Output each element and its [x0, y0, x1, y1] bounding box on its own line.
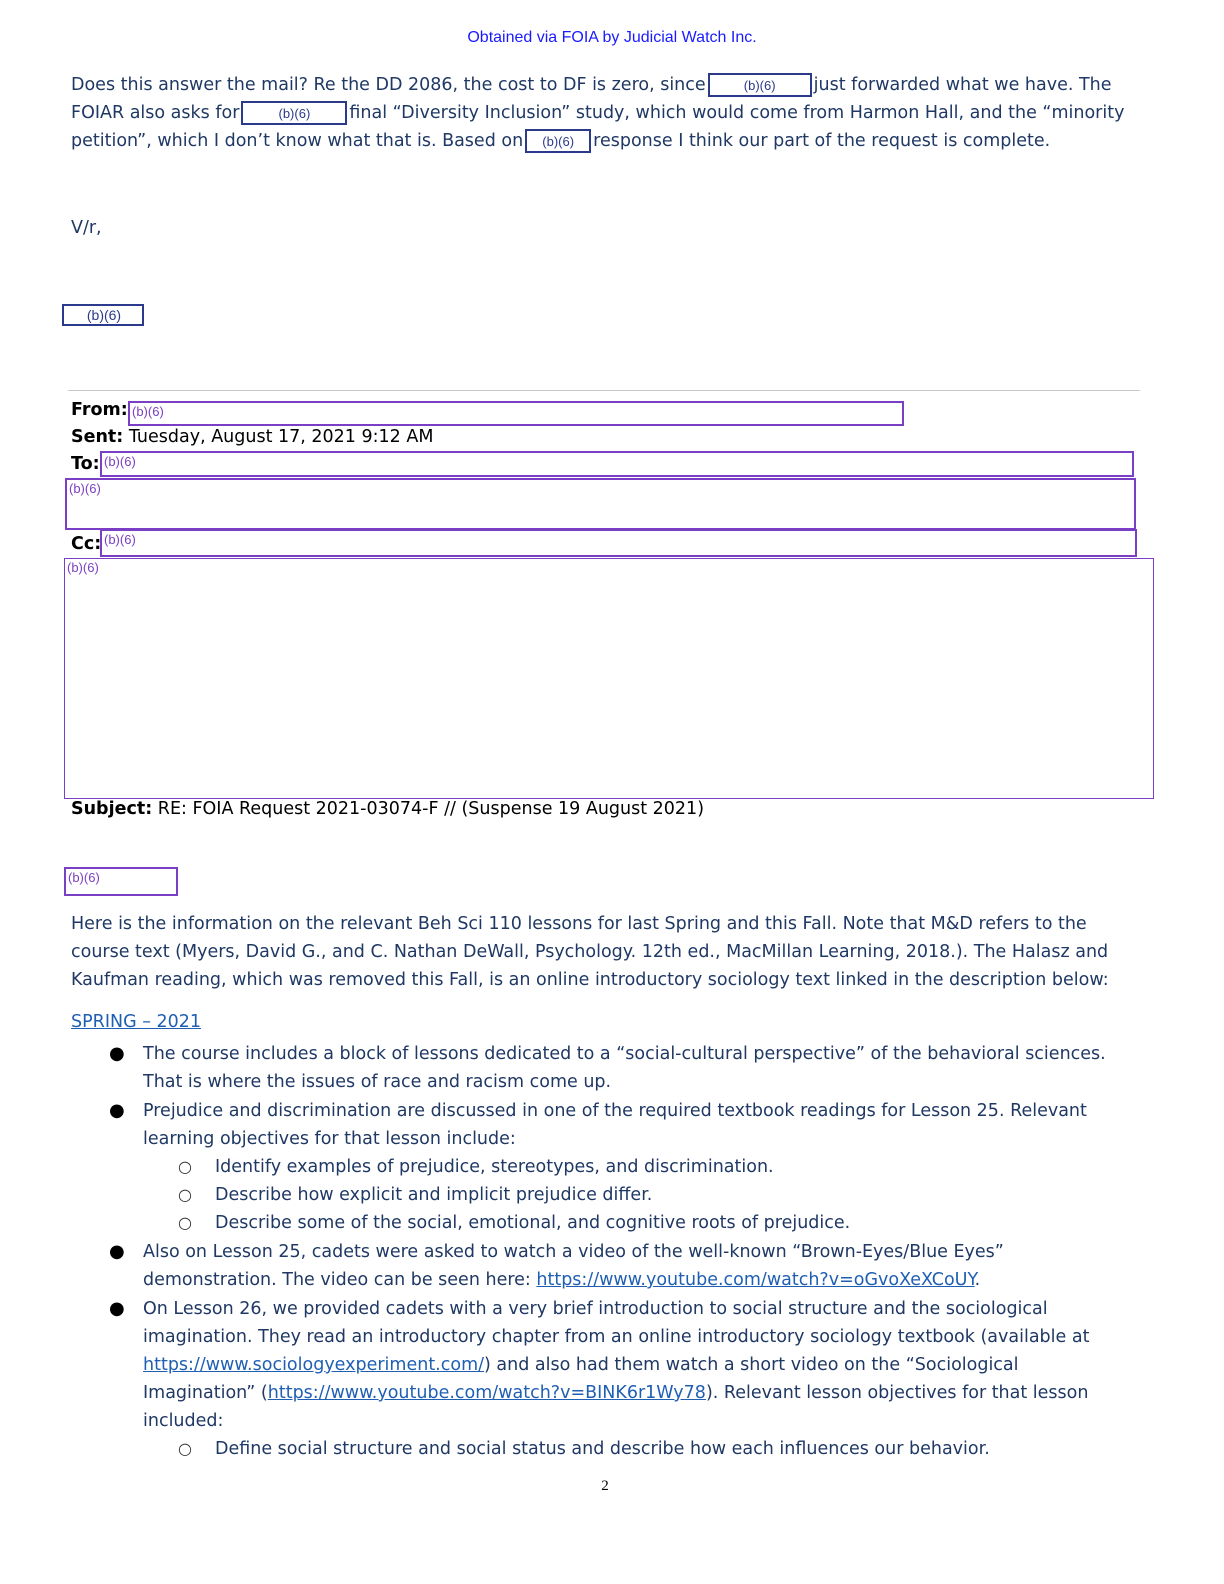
closing: V/r, — [71, 218, 102, 238]
bullet-icon: ● — [109, 1043, 125, 1064]
list-item-text: ) and also had them watch a short video on the “Sociological Imagination” ( — [143, 1355, 1019, 1403]
lesson-list — [71, 1040, 1131, 1464]
cc-redaction: (b)(6) — [100, 529, 1137, 557]
intro-paragraph: Here is the information on the relevant Beh Sci 110 lessons for last Spring and this Fall. Note that M&D refers to the course text (Myers, David G., and C. Nathan DeWall, Psychology. 12th ed., MacMillan Learning, 2018.). The Halasz and Kaufman reading, which was removed this Fall, is an online introductory sociology text linked in the description below: — [71, 914, 1109, 990]
list-item-text: ). Relevant lesson objectives for that lesson included: — [143, 1383, 1089, 1431]
signature-redaction: (b)(6) — [62, 304, 144, 326]
subject-label: Subject: — [71, 799, 153, 819]
sub-list-item — [143, 1435, 1131, 1463]
cc-redaction-continued: (b)(6) — [64, 558, 1154, 799]
reply-text: final “Diversity Inclusion” study, which would come from Harmon Hall, and the “minority — [349, 103, 1125, 123]
textbook-link[interactable]: https://www.sociologyexperiment.com/ — [143, 1355, 485, 1375]
objectives-sublist — [143, 1435, 1131, 1463]
reply-text: FOIAR also asks for — [71, 103, 240, 123]
page-number: 2 — [601, 1478, 609, 1494]
redaction-box: (b)(6) — [708, 73, 812, 97]
list-item-text: Prejudice and discrimination are discussed in one of the required textbook readings for Lesson 25. Relevant learning objectives for that lesson include: — [143, 1101, 1087, 1149]
circle-bullet-icon: ○ — [178, 1157, 192, 1176]
from-redaction: (b)(6) — [128, 401, 904, 426]
video-link[interactable]: https://www.youtube.com/watch?v=BINK6r1Wy78 — [267, 1383, 706, 1403]
sent-line — [71, 427, 433, 447]
to-redaction: (b)(6) — [100, 451, 1134, 477]
objectives-sublist — [143, 1153, 1131, 1237]
bullet-icon: ● — [109, 1298, 125, 1319]
sent-value: Tuesday, August 17, 2021 9:12 AM — [128, 427, 434, 447]
list-item — [71, 1295, 1131, 1463]
redaction-box: (b)(6) — [525, 129, 591, 153]
from-label: From: — [71, 400, 128, 420]
list-item — [71, 1040, 1131, 1096]
circle-bullet-icon: ○ — [178, 1213, 192, 1232]
sub-list-item — [143, 1153, 1131, 1181]
salutation-redaction: (b)(6) — [64, 867, 178, 896]
sub-list-item-text: Describe some of the social, emotional, and cognitive roots of prejudice. — [215, 1213, 851, 1233]
foia-watermark: Obtained via FOIA by Judicial Watch Inc. — [467, 29, 757, 46]
list-item-text: . — [974, 1270, 981, 1290]
list-item-text: The course includes a block of lessons dedicated to a “social-cultural perspective” of the behavioral sciences. That is where the issues of race and racism come up. — [143, 1044, 1106, 1092]
sub-list-item-text: Define social structure and social status and describe how each influences our behavior. — [215, 1439, 990, 1459]
reply-text: petition”, which I don’t know what that is. Based on — [71, 131, 524, 151]
video-link[interactable]: https://www.youtube.com/watch?v=oGvoXeXCoUY — [536, 1270, 975, 1290]
to-redaction-continued: (b)(6) — [65, 478, 1136, 530]
circle-bullet-icon: ○ — [178, 1185, 192, 1204]
to-label: To: — [71, 454, 100, 474]
cc-label: Cc: — [71, 534, 102, 554]
sub-list-item — [143, 1181, 1131, 1209]
reply-text: response I think our part of the request is complete. — [593, 131, 1051, 151]
reply-paragraph — [71, 71, 1151, 155]
list-item — [71, 1097, 1131, 1237]
reply-text: Does this answer the mail? Re the DD 2086, the cost to DF is zero, since — [71, 75, 706, 95]
circle-bullet-icon: ○ — [178, 1439, 192, 1458]
section-heading: SPRING – 2021 — [71, 1012, 202, 1032]
bullet-icon: ● — [109, 1241, 125, 1262]
bullet-icon: ● — [109, 1100, 125, 1121]
sent-label: Sent: — [71, 427, 124, 447]
redaction-box: (b)(6) — [241, 101, 347, 125]
separator-line — [68, 390, 1140, 391]
reply-text: just forwarded what we have. The — [813, 75, 1112, 95]
sub-list-item-text: Describe how explicit and implicit prejudice differ. — [215, 1185, 653, 1205]
subject-value: RE: FOIA Request 2021-03074-F // (Suspense 19 August 2021) — [157, 799, 705, 819]
sub-list-item — [143, 1209, 1131, 1237]
list-item-text: On Lesson 26, we provided cadets with a very brief introduction to social structure and the sociological imagination. They read an introductory chapter from an online introductory sociology textbook (available at — [143, 1299, 1090, 1347]
list-item — [71, 1238, 1131, 1294]
sub-list-item-text: Identify examples of prejudice, stereotypes, and discrimination. — [215, 1157, 774, 1177]
list-item-text: Also on Lesson 25, cadets were asked to watch a video of the well-known “Brown-Eyes/Blue Eyes” demonstration. The video can be seen here: — [143, 1242, 1004, 1290]
subject-line — [71, 799, 704, 819]
